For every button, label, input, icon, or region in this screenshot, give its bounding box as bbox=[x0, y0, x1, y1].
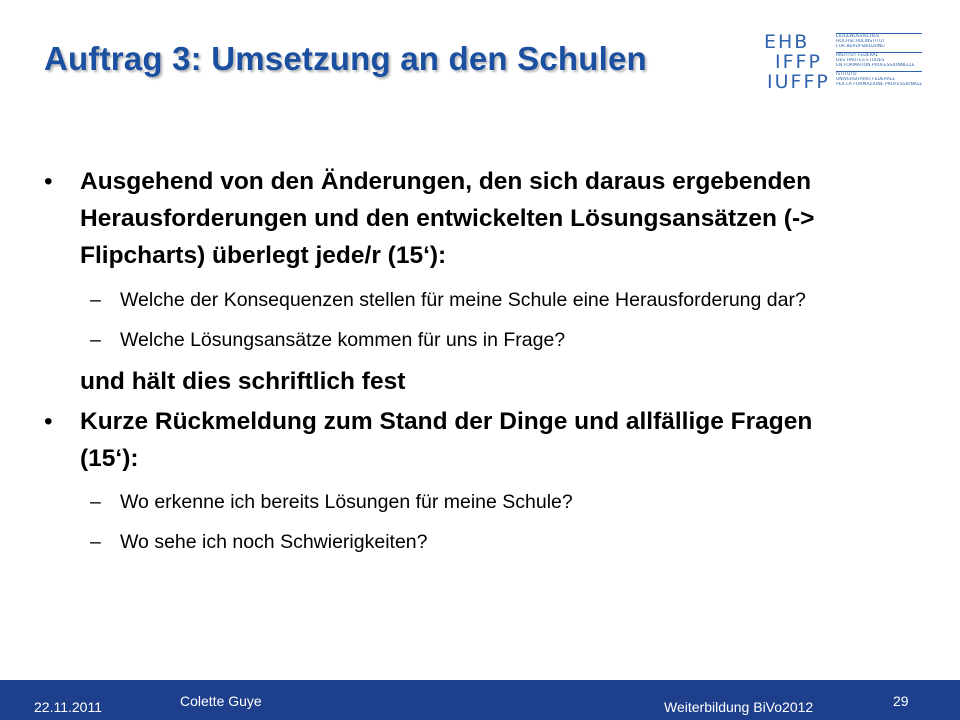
sub-bullet-item bbox=[44, 326, 844, 354]
sub-bullet-item bbox=[44, 528, 844, 556]
logo-text: FÜR BERUFSBILDUNG bbox=[836, 44, 885, 49]
logo-text: EIDGENÖSSISCHES bbox=[836, 34, 879, 39]
logo-text-block bbox=[836, 33, 922, 90]
logo-block-it bbox=[836, 72, 922, 87]
sub-bullet-marker: – bbox=[90, 491, 101, 513]
sub-bullet-item bbox=[44, 488, 844, 516]
logo-letters-line-2: IFFP bbox=[775, 51, 822, 73]
logo-text: DES HAUTES ÉTUDES bbox=[836, 58, 885, 63]
continuation-text: und hält dies schriftlich fest bbox=[80, 368, 406, 395]
logo-text: EN FORMATION PROFESSIONNELLE bbox=[836, 63, 915, 68]
logo-text: HOCHSCHULINSTITUT bbox=[836, 39, 886, 44]
bullet-marker: • bbox=[44, 168, 53, 195]
bullet-item bbox=[44, 163, 844, 274]
logo-letters-line-1: EHB bbox=[764, 31, 810, 53]
logo-letters bbox=[764, 32, 830, 92]
sub-bullet-item bbox=[44, 286, 844, 314]
bullet-item bbox=[44, 403, 844, 477]
sub-bullet-text: Wo erkenne ich bereits Lösungen für meine Schule? bbox=[120, 491, 573, 513]
logo-block-fr bbox=[836, 53, 922, 68]
sub-bullet-marker: – bbox=[90, 531, 101, 553]
sub-bullet-marker: – bbox=[90, 289, 101, 311]
logo-text: INSTITUT FÉDÉRAL bbox=[836, 53, 879, 58]
bullet-text: Kurze Rückmeldung zum Stand der Dinge und allfällige Fragen (15‘): bbox=[80, 408, 813, 472]
footer-event: Weiterbildung BiVo2012 bbox=[664, 699, 814, 715]
sub-bullet-text: Welche Lösungsansätze kommen für uns in Frage? bbox=[120, 329, 566, 351]
logo-text: UNIVERSITARIO FEDERALE bbox=[836, 77, 896, 82]
footer-author: Colette Guye bbox=[180, 693, 262, 709]
slide-content bbox=[44, 163, 844, 556]
logo-block-de bbox=[836, 34, 922, 49]
slide-title: Auftrag 3: Umsetzung an den Schulen bbox=[44, 40, 647, 77]
page-number: 29 bbox=[893, 693, 909, 709]
bullet-text: Ausgehend von den Änderungen, den sich daraus ergebenden Herausforderungen und den entwickelten Lösungsansätzen (-> Flipcharts) überlegt jede/r (15‘): bbox=[80, 168, 815, 269]
ehb-logo bbox=[764, 32, 924, 94]
logo-text: PER LA FORMAZIONE PROFESSIONALE bbox=[836, 82, 922, 87]
logo-text: ISTITUTO bbox=[836, 72, 857, 77]
logo-letters-line-3: IUFFP bbox=[767, 71, 830, 93]
sub-bullet-text: Wo sehe ich noch Schwierigkeiten? bbox=[120, 531, 428, 553]
sub-bullet-text: Welche der Konsequenzen stellen für meine Schule eine Herausforderung dar? bbox=[120, 289, 806, 311]
footer-date: 22.11.2011 bbox=[34, 699, 102, 715]
slide-footer bbox=[0, 680, 960, 720]
bullet-marker: • bbox=[44, 408, 53, 435]
sub-bullet-marker: – bbox=[90, 329, 101, 351]
